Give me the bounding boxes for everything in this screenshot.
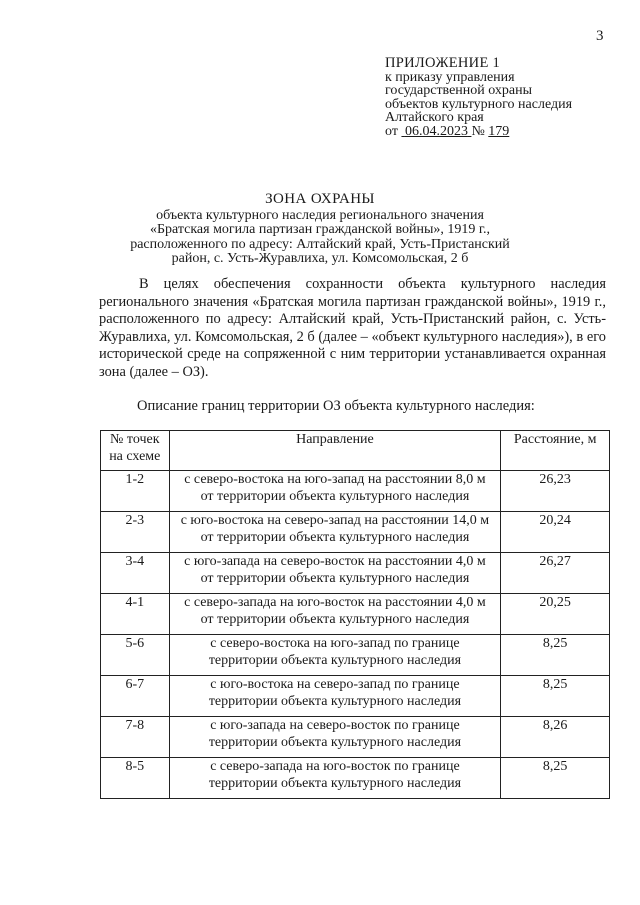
cell-distance: 8,25 [501, 676, 610, 717]
cell-direction [169, 635, 501, 676]
cell-distance: 8,25 [501, 635, 610, 676]
boundary-table [100, 430, 610, 799]
order-number: 179 [488, 123, 510, 139]
direction-line: с юго-запада на северо-восток на расстоянии 4,0 м [184, 554, 486, 569]
header-points-line2: на схеме [109, 449, 161, 464]
header-points [101, 431, 170, 471]
direction-line: с юго-востока на северо-запад по границе [210, 677, 460, 692]
appendix-line: объектов культурного наследия [385, 96, 573, 112]
cell-points: 5-6 [101, 635, 170, 676]
header-direction: Направление [169, 431, 501, 471]
table-header-row [101, 431, 610, 471]
cell-points: 2-3 [101, 512, 170, 553]
cell-distance: 8,25 [501, 758, 610, 799]
cell-points: 6-7 [101, 676, 170, 717]
direction-line: территории объекта культурного наследия [208, 653, 462, 668]
appendix-line: к приказу управления [385, 69, 515, 85]
direction-line: с юго-запада на северо-восток по границе [210, 718, 460, 733]
direction-line: от территории объекта культурного наследия [200, 571, 470, 586]
header-points-line1: № точек [110, 432, 160, 447]
zone-subtitle-line: расположенного по адресу: Алтайский край, Усть-Пристанский [130, 236, 510, 252]
cell-direction [169, 553, 501, 594]
appendix-title: ПРИЛОЖЕНИЕ 1 [385, 55, 501, 71]
cell-points: 7-8 [101, 717, 170, 758]
table-row [101, 758, 610, 799]
order-date [401, 124, 471, 139]
direction-line: от территории объекта культурного наследия [200, 530, 470, 545]
cell-direction [169, 512, 501, 553]
cell-distance: 26,27 [501, 553, 610, 594]
intro-paragraph: В целях обеспечения сохранности объекта культурного наследия регионального значения «Братская могила партизан гражданской войны», 1919 г., расположенного по адресу: Алтайский край, Усть-Пристанский район, с. Усть-Журавлиха, ул. Комсомольская, 2 б (далее – «объект культурного наследия»), в его исторической среде на сопряженной с ним территории устанавливается охранная зона (далее – ОЗ). [99, 276, 606, 380]
order-number-sign: № [471, 123, 485, 139]
table-row [101, 471, 610, 512]
cell-direction [169, 717, 501, 758]
appendix-line: Алтайского края [385, 110, 484, 125]
direction-line: территории объекта культурного наследия [208, 735, 462, 750]
zone-subtitle-line: «Братская могила партизан гражданской войны», 1919 г., [149, 222, 491, 237]
cell-distance: 26,23 [501, 471, 610, 512]
zone-title: ЗОНА ОХРАНЫ [265, 191, 375, 207]
direction-line: с северо-запада на юго-восток на расстоянии 4,0 м [184, 595, 486, 610]
cell-distance: 8,26 [501, 717, 610, 758]
zone-subtitle-line: район, с. Усть-Журавлиха, ул. Комсомольская, 2 б [171, 251, 469, 266]
cell-direction [169, 676, 501, 717]
order-line [385, 125, 635, 139]
table-row [101, 594, 610, 635]
appendix-line: государственной охраны [385, 83, 533, 98]
direction-line: с северо-запада на юго-восток по границе [210, 759, 460, 774]
cell-distance: 20,24 [501, 512, 610, 553]
table-row [101, 717, 610, 758]
direction-line: территории объекта культурного наследия [208, 776, 462, 791]
cell-distance: 20,25 [501, 594, 610, 635]
table-row [101, 635, 610, 676]
cell-direction [169, 594, 501, 635]
appendix-block [385, 57, 635, 138]
cell-direction [169, 758, 501, 799]
cell-points: 1-2 [101, 471, 170, 512]
direction-line: от территории объекта культурного наследия [200, 489, 470, 504]
table-row [101, 512, 610, 553]
direction-line: с северо-востока на юго-запад на расстоянии 8,0 м [184, 472, 486, 487]
header-distance: Расстояние, м [501, 431, 610, 471]
table-row [101, 553, 610, 594]
cell-points: 3-4 [101, 553, 170, 594]
table-row [101, 676, 610, 717]
order-date-value: 06.04.2023 [404, 123, 468, 139]
order-prefix: от [385, 123, 398, 139]
direction-line: с юго-востока на северо-запад на расстоянии 14,0 м [180, 513, 490, 528]
cell-points: 8-5 [101, 758, 170, 799]
direction-line: территории объекта культурного наследия [208, 694, 462, 709]
cell-points: 4-1 [101, 594, 170, 635]
cell-direction [169, 471, 501, 512]
zone-subtitle-line: объекта культурного наследия регионального значения [156, 207, 484, 223]
table-caption: Описание границ территории ОЗ объекта культурного наследия: [137, 398, 535, 414]
zone-heading [95, 192, 545, 267]
direction-line: с северо-востока на юго-запад по границе [210, 636, 460, 651]
direction-line: от территории объекта культурного наследия [200, 612, 470, 627]
page-number: 3 [596, 28, 604, 44]
